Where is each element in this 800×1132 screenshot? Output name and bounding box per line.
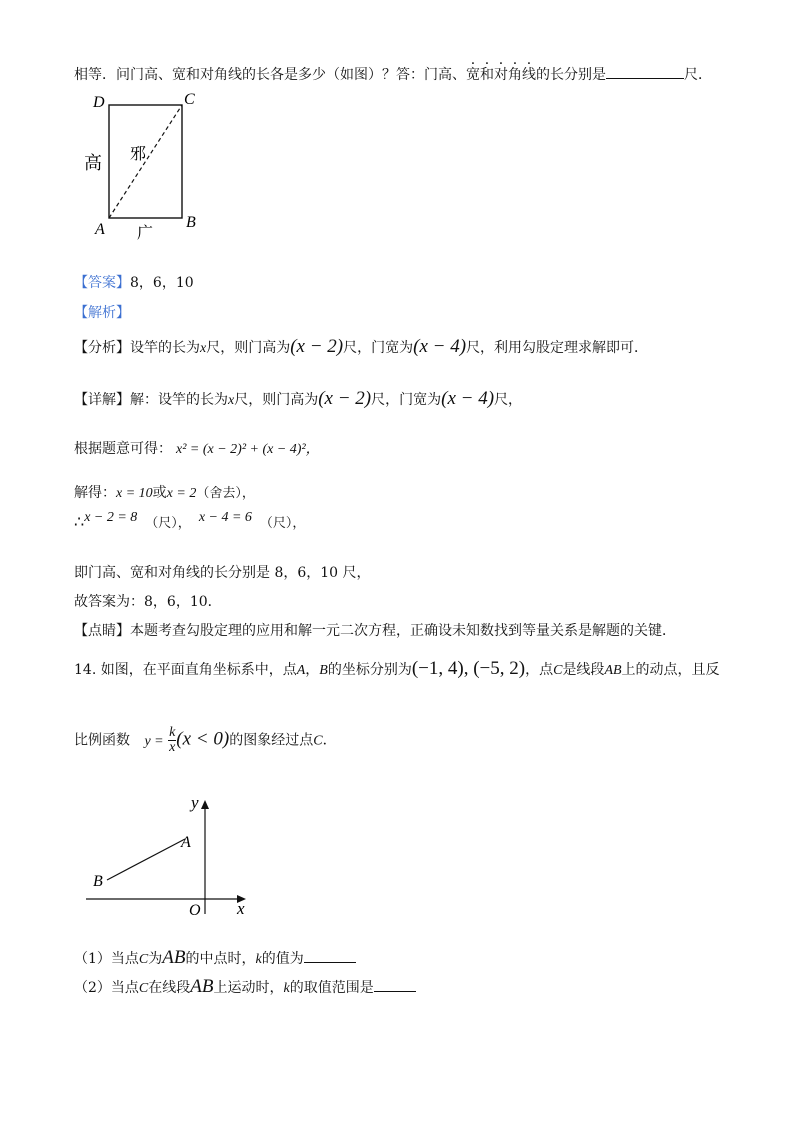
final-answer-line: 故答案为：8，6，10． [74, 594, 222, 610]
door-diagram [80, 86, 210, 246]
label-C: C [184, 91, 195, 108]
conclusion-line: 即门高、宽和对角线的长分别是 8，6，10 尺， [74, 565, 371, 581]
label-x: x [237, 899, 245, 918]
label-D: D [93, 94, 105, 111]
analysis-heading: 【解析】 [74, 305, 130, 321]
fraction-k-over-x: $\frac{k}{x}$ [169, 725, 176, 755]
dianjing-line: 【点睛】本题考查勾股定理的应用和解一元二次方程，正确设未知数找到等量关系是解题的关键． [74, 623, 676, 639]
q14-stem-line1: 14. 如图，在平面直角坐标系中，点A，B的坐标分别为(−1, 4), (−5, 2)，点C是线段AB上的动点，且反 [74, 658, 720, 679]
label-B: B [186, 214, 196, 231]
result-line: ∴x − 2 = 8 （尺）， x − 4 = 6 （尺）， [74, 510, 306, 531]
xiangjie-line: 【详解】解：设竿的长为x尺，则门高为(x − 2)尺，门宽为(x − 4)尺， [74, 388, 523, 409]
label-y: y [191, 793, 199, 812]
answer-blank-2 [374, 979, 416, 992]
segment-AB [107, 839, 185, 880]
label-O: O [189, 902, 201, 919]
label-B: B [93, 873, 103, 890]
y-axis-arrow [201, 800, 209, 809]
equation-line: 根据题意可得： x² = (x − 2)² + (x − 4)²， [74, 441, 320, 457]
label-diagonal: 邪 [130, 146, 147, 163]
label-A: A [95, 221, 105, 238]
fenxi-line: 【分析】设竿的长为x尺，则门高为(x − 2)尺，门宽为(x − 4)尺，利用勾股定理求解即可． [74, 336, 649, 357]
label-width: 广 [137, 225, 154, 242]
q14-part1: （1）当点C为AB的中点时，k的值为 [74, 947, 356, 969]
q14-part2: （2）当点C在线段AB上运动时，k的取值范围是 [74, 976, 416, 998]
solve-line: 解得：x = 10或x = 2（舍去）， [74, 485, 255, 501]
answer-blank-1 [304, 950, 356, 963]
emphasis-dotted-text: 宽和对角线 [466, 67, 536, 83]
coordinate-diagram [84, 790, 254, 920]
answer-line: 【答案】8，6，10 [74, 275, 194, 291]
label-A: A [181, 834, 191, 851]
label-height: 高 [84, 153, 102, 173]
q13-stem: 相等．问门高、宽和对角线的长各是多少（如图）？答：门高、宽和对角线的长分别是 尺． [74, 67, 712, 83]
answer-blank [606, 66, 684, 79]
q14-stem-line2: 比例函数 y = $\frac{k}{x}$ (x < 0)的图象经过点C． [74, 725, 337, 755]
